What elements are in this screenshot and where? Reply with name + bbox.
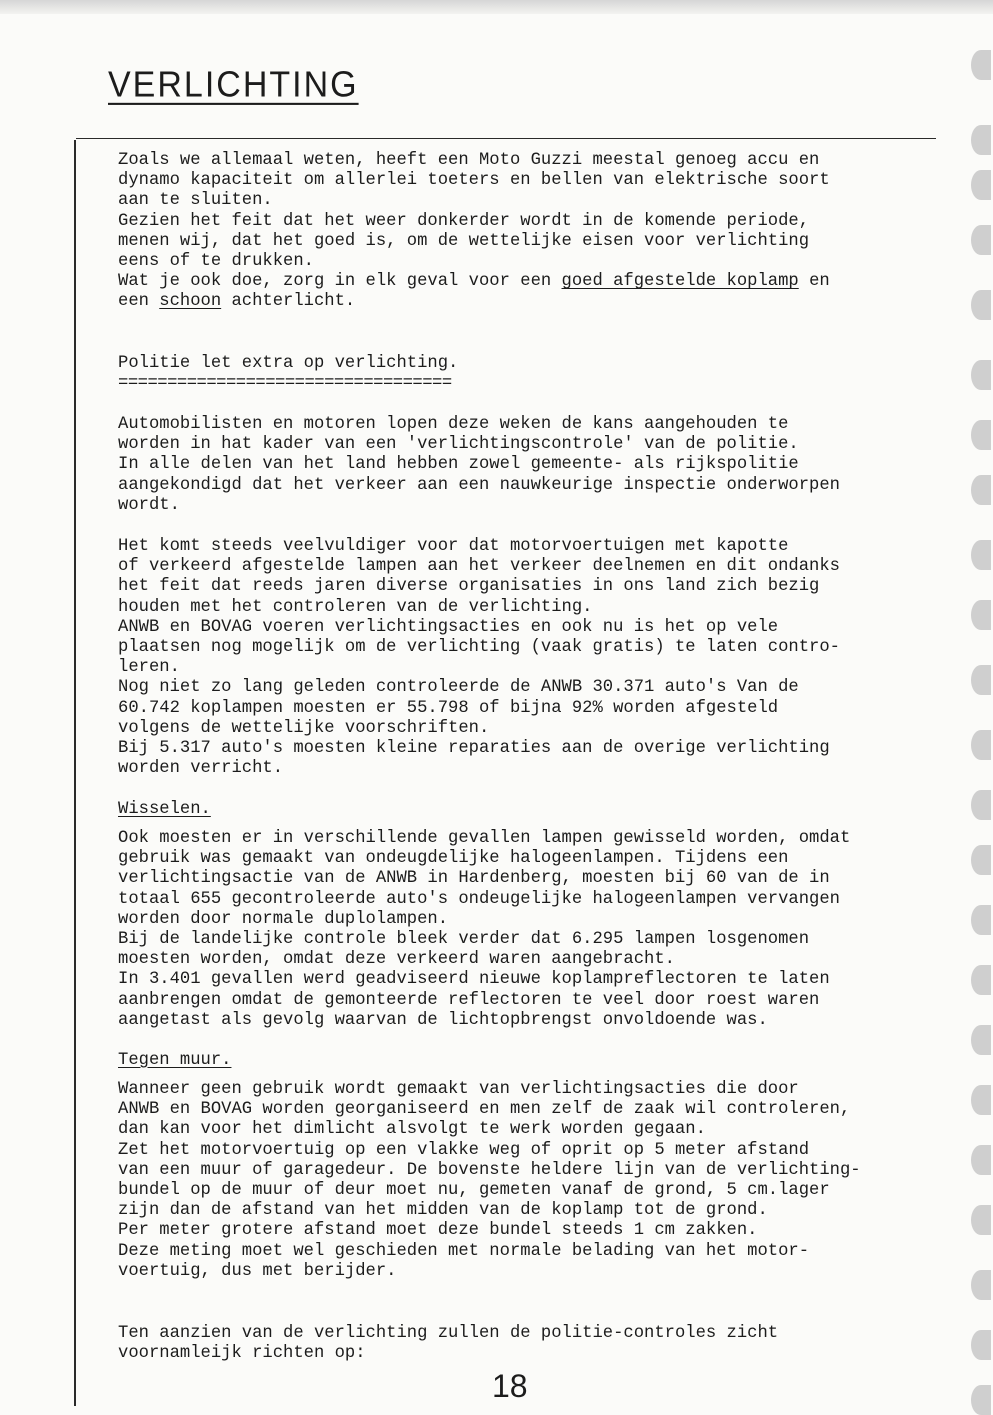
text-line: een [118, 292, 160, 312]
text-line: Gezien het feit dat het weer donkerder wordt in de komende periode, [118, 211, 810, 231]
binder-hole [971, 1385, 991, 1415]
text-line: worden verricht. [118, 759, 284, 779]
text-line: Zoals we allemaal weten, heeft een Moto Guzzi meestal genoeg accu en [118, 151, 820, 170]
text-line: voertuig, dus met berijder. [118, 1261, 397, 1281]
closing-paragraph [118, 1324, 978, 1364]
section-heading: Politie let extra op verlichting. [118, 354, 459, 373]
text-line: Bij de landelijke controle bleek verder dat 6.295 lampen losgenomen [118, 930, 810, 950]
paragraph [118, 537, 978, 779]
text-line: worden in hat kader van een 'verlichtingscontrole' van de politie. [118, 435, 799, 455]
text-line: Per meter grotere afstand moet deze bundel steeds 1 cm zakken. [118, 1221, 758, 1241]
text-line: plaatsen nog mogelijk om de verlichting (vaak gratis) te laten contro- [118, 638, 840, 658]
paragraph [118, 1080, 978, 1282]
text-line: 60.742 koplampen moesten er 55.798 of bijna 92% worden afgesteld [118, 698, 779, 718]
binder-hole [971, 50, 991, 80]
text-line: zijn dan de afstand van het midden van de koplamp tot de grond. [118, 1201, 768, 1221]
text-line: van een muur of garagedeur. De bovenste heldere lijn van de verlichting- [118, 1160, 861, 1180]
text-line: In 3.401 gevallen werd geadviseerd nieuwe koplampreflectoren te laten [118, 970, 830, 990]
text-line: houden met het controleren van de verlichting. [118, 597, 593, 617]
underlined-word: schoon [159, 292, 222, 312]
text-line: Nog niet zo lang geleden controleerde de ANWB 30.371 auto's Van de [118, 678, 799, 698]
text-line: eens of te drukken. [118, 252, 314, 272]
text-line: Ten aanzien van de verlichting zullen de politie-controles zicht [118, 1324, 779, 1343]
text-line: wordt. [118, 495, 180, 515]
frame-top-rule [76, 138, 936, 139]
text-line: verlichtingsactie van de ANWB in Hardenberg, moesten bij 60 van de in [118, 869, 830, 889]
text-line: aangekondigd dat het verkeer aan een nauwkeurige inspectie onderworpen [118, 475, 840, 495]
underlined-phrase: goed afgestelde koplamp [561, 272, 799, 292]
paragraph [118, 829, 978, 1031]
text-line: In alle delen van het land hebben zowel gemeente- als rijkspolitie [118, 455, 799, 475]
text-line: en [798, 272, 830, 292]
section-heading: Wisselen. [118, 800, 211, 819]
text-line: bundel op de muur of deur moet nu, gemeten vanaf de grond, 5 cm.lager [118, 1181, 830, 1201]
text-line: Deze meting moet wel geschieden met normale belading van het motor- [118, 1241, 810, 1261]
scan-top-edge [0, 0, 993, 14]
text-line: Zet het motorvoertuig op een vlakke weg of oprit op 5 meter afstand [118, 1140, 810, 1160]
text-line: aan te sluiten. [118, 191, 273, 211]
page-title: VERLICHTING [108, 65, 359, 105]
text-line: Het komt steeds veelvuldiger voor dat motorvoertuigen met kapotte [118, 537, 789, 556]
text-line: ANWB en BOVAG worden georganiseerd en men zelf de zaak wil controleren, [118, 1100, 851, 1120]
frame-left-rule [74, 140, 76, 1406]
heading-rule: ================================== [118, 374, 452, 394]
text-line: aanbrengen omdat de gemonteerde reflectoren te veel door roest waren [118, 990, 820, 1010]
section-heading-wisselen [118, 800, 978, 820]
text-line: menen wij, dat het goed is, om de wettelijke eisen voor verlichting [118, 231, 810, 251]
page-number: 18 [492, 1368, 528, 1404]
text-line: Wanneer geen gebruik wordt gemaakt van verlichtingsacties die door [118, 1080, 799, 1099]
text-line: Ook moesten er in verschillende gevallen lampen gewisseld worden, omdat [118, 829, 851, 848]
text-line: Automobilisten en motoren lopen deze weken de kans aangehouden te [118, 415, 789, 434]
section-heading-politie [118, 354, 978, 394]
text-line: volgens de wettelijke voorschriften. [118, 718, 490, 738]
intro-paragraph [118, 151, 978, 313]
text-line: dan kan voor het dimlicht alsvolgt te werk worden gegaan. [118, 1120, 706, 1140]
text-line: voornamleijk richten op: [118, 1344, 366, 1364]
paragraph [118, 415, 978, 516]
text-line: gebruik was gemaakt van ondeugdelijke halogeenlampen. Tijdens een [118, 849, 789, 869]
text-line: totaal 655 gecontroleerde auto's ondeugelijke halogeenlampen vervangen [118, 889, 840, 909]
text-line: aangetast als gevolg waarvan de lichtopbrengst onvoldoende was. [118, 1010, 768, 1030]
section-heading: Tegen muur. [118, 1051, 232, 1070]
text-line: moesten worden, omdat deze verkeerd waren aangebracht. [118, 950, 675, 970]
text-line: ANWB en BOVAG voeren verlichtingsacties en ook nu is het op vele [118, 617, 779, 637]
text-line: dynamo kapaciteit om allerlei toeters en bellen van elektrische soort [118, 171, 830, 191]
text-line: leren. [118, 658, 180, 678]
text-line: worden door normale duplolampen. [118, 909, 449, 929]
text-line: het feit dat reeds jaren diverse organisaties in ons land zich bezig [118, 577, 820, 597]
section-heading-tegen-muur [118, 1051, 978, 1071]
text-line: achterlicht. [221, 292, 356, 312]
text-line: of verkeerd afgestelde lampen aan het verkeer deelnemen en dit ondanks [118, 557, 840, 577]
text-line: Wat je ook doe, zorg in elk geval voor een [118, 272, 562, 292]
text-line: Bij 5.317 auto's moesten kleine reparaties aan de overige verlichting [118, 739, 830, 759]
